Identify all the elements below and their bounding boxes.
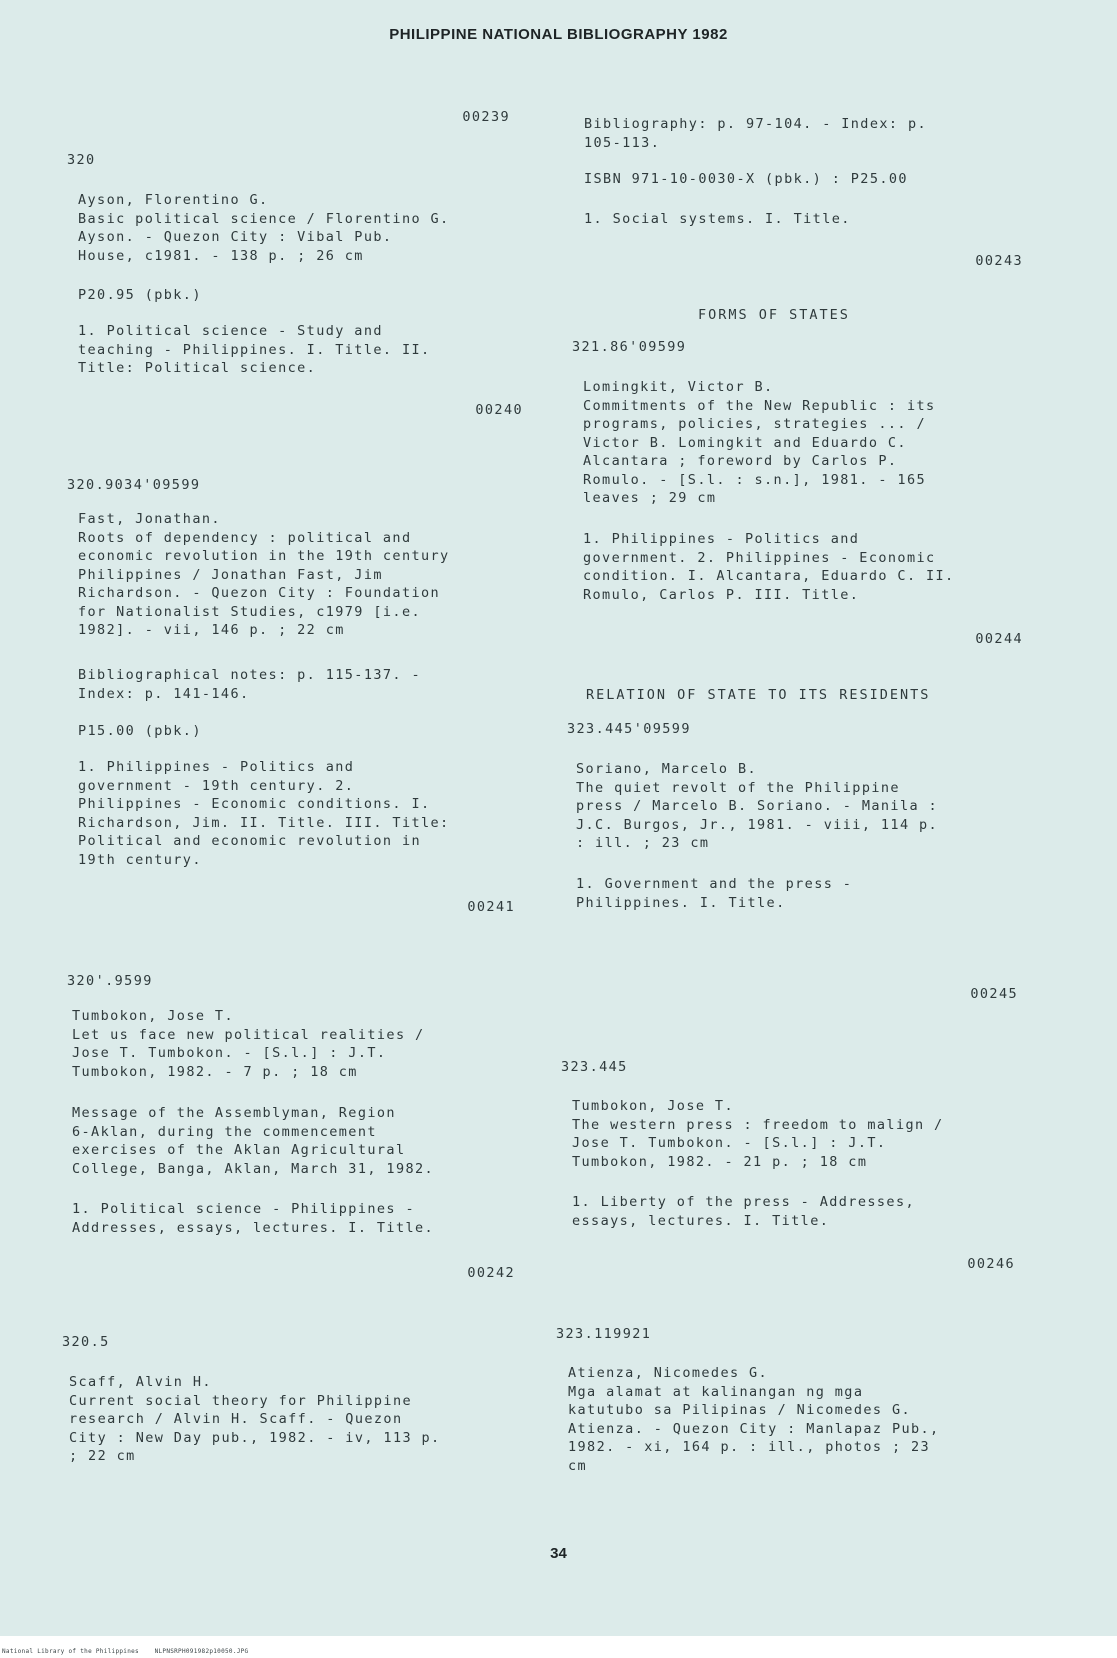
entry-number: 00246 [967, 1256, 1015, 1272]
entry-subjects: 1. Philippines - Politics and government. 2. Philippines - Economic condition. I. Alcantara, Eduardo C. II. Romulo, Carlos P. III. Title. [583, 531, 955, 603]
entry-number: 00239 [462, 109, 510, 125]
footer-caption: National Library of the Philippines NLPNSRPH091982p10050.JPG [2, 1648, 249, 1655]
entry-notes: Message of the Assemblyman, Region 6-Aklan, during the commencement exercises of the Aklan Agricultural College, Banga, Aklan, March 31, 1982. [72, 1105, 435, 1177]
classification-number: 320 [67, 152, 96, 168]
classification-number: 323.445'09599 [567, 721, 691, 737]
entry-subjects: 1. Political science - Study and teaching - Philippines. I. Title. II. Title: Political science. [78, 323, 431, 376]
entry-subjects: 1. Liberty of the press - Addresses, essays, lectures. I. Title. [572, 1194, 915, 1229]
page-number: 34 [550, 1545, 567, 1562]
entry-number: 00244 [975, 631, 1023, 647]
entry-subjects: 1. Social systems. I. Title. [584, 211, 851, 227]
section-heading: RELATION OF STATE TO ITS RESIDENTS [586, 687, 931, 703]
section-heading: FORMS OF STATES [698, 307, 850, 323]
entry-subjects: 1. Government and the press - Philippines. I. Title. [576, 876, 853, 911]
page-title: PHILIPPINE NATIONAL BIBLIOGRAPHY 1982 [389, 26, 728, 43]
entry-number: 00240 [475, 402, 523, 418]
entry-notes: Bibliography: p. 97-104. - Index: p. 105-113. [584, 116, 927, 151]
classification-number: 321.86'09599 [572, 339, 687, 355]
classification-number: 323.445 [561, 1059, 628, 1075]
entry-description: Tumbokon, Jose T. The western press : freedom to malign / Jose T. Tumbokon. - [S.l.] : J.T. Tumbokon, 1982. - 21 p. ; 18 cm [572, 1098, 944, 1170]
entry-description: Scaff, Alvin H. Current social theory for Philippine research / Alvin H. Scaff. - Quezon City : New Day pub., 1982. - iv, 113 p. ; 22 cm [69, 1374, 441, 1464]
entry-description: Soriano, Marcelo B. The quiet revolt of the Philippine press / Marcelo B. Soriano. - Manila : J.C. Burgos, Jr., 1981. - viii, 114 p. : ill. ; 23 cm [576, 761, 939, 851]
classification-number: 320.9034'09599 [67, 477, 201, 493]
classification-number: 320.5 [62, 1334, 110, 1350]
entry-number: 00242 [467, 1265, 515, 1281]
entry-price: P20.95 (pbk.) [78, 287, 202, 303]
classification-number: 320'.9599 [67, 973, 153, 989]
entry-description: Ayson, Florentino G. Basic political science / Florentino G. Ayson. - Quezon City : Vibal Pub. House, c1981. - 138 p. ; 26 cm [78, 192, 450, 264]
entry-description: Tumbokon, Jose T. Let us face new political realities / Jose T. Tumbokon. - [S.l.] : J.T. Tumbokon, 1982. - 7 p. ; 18 cm [72, 1008, 425, 1080]
entry-subjects: 1. Philippines - Politics and government - 19th century. 2. Philippines - Economic conditions. I. Richardson, Jim. II. Title. III. Title: Political and economic revolution in 19th century. [78, 759, 450, 868]
entry-number: 00243 [975, 253, 1023, 269]
classification-number: 323.119921 [556, 1326, 652, 1342]
entry-number: 00245 [970, 986, 1018, 1002]
entry-description: Lomingkit, Victor B. Commitments of the New Republic : its programs, policies, strategies ... / Victor B. Lomingkit and Eduardo C. Alcantara ; foreword by Carlos P. Romulo. - [S.l. : s.n.], 1981. - 165 leaves ; 29 cm [583, 379, 936, 506]
entry-number: 00241 [467, 899, 515, 915]
entry-isbn: ISBN 971-10-0030-X (pbk.) : P25.00 [584, 171, 908, 187]
entry-subjects: 1. Political science - Philippines - Addresses, essays, lectures. I. Title. [72, 1201, 435, 1236]
entry-description: Atienza, Nicomedes G. Mga alamat at kalinangan ng mga katutubo sa Pilipinas / Nicomedes G. Atienza. - Quezon City : Manlapaz Pub., 1982. - xi, 164 p. : ill., photos ; 23 cm [568, 1365, 940, 1474]
entry-description: Fast, Jonathan. Roots of dependency : political and economic revolution in the 19th century Philippines / Jonathan Fast, Jim Richardson. - Quezon City : Foundation for Nationalist Studies, c1979 [i.e. 1982]. - vii, 146 p. ; 22 cm [78, 511, 450, 638]
entry-price: P15.00 (pbk.) [78, 723, 202, 739]
entry-notes: Bibliographical notes: p. 115-137. - Index: p. 141-146. [78, 667, 421, 702]
